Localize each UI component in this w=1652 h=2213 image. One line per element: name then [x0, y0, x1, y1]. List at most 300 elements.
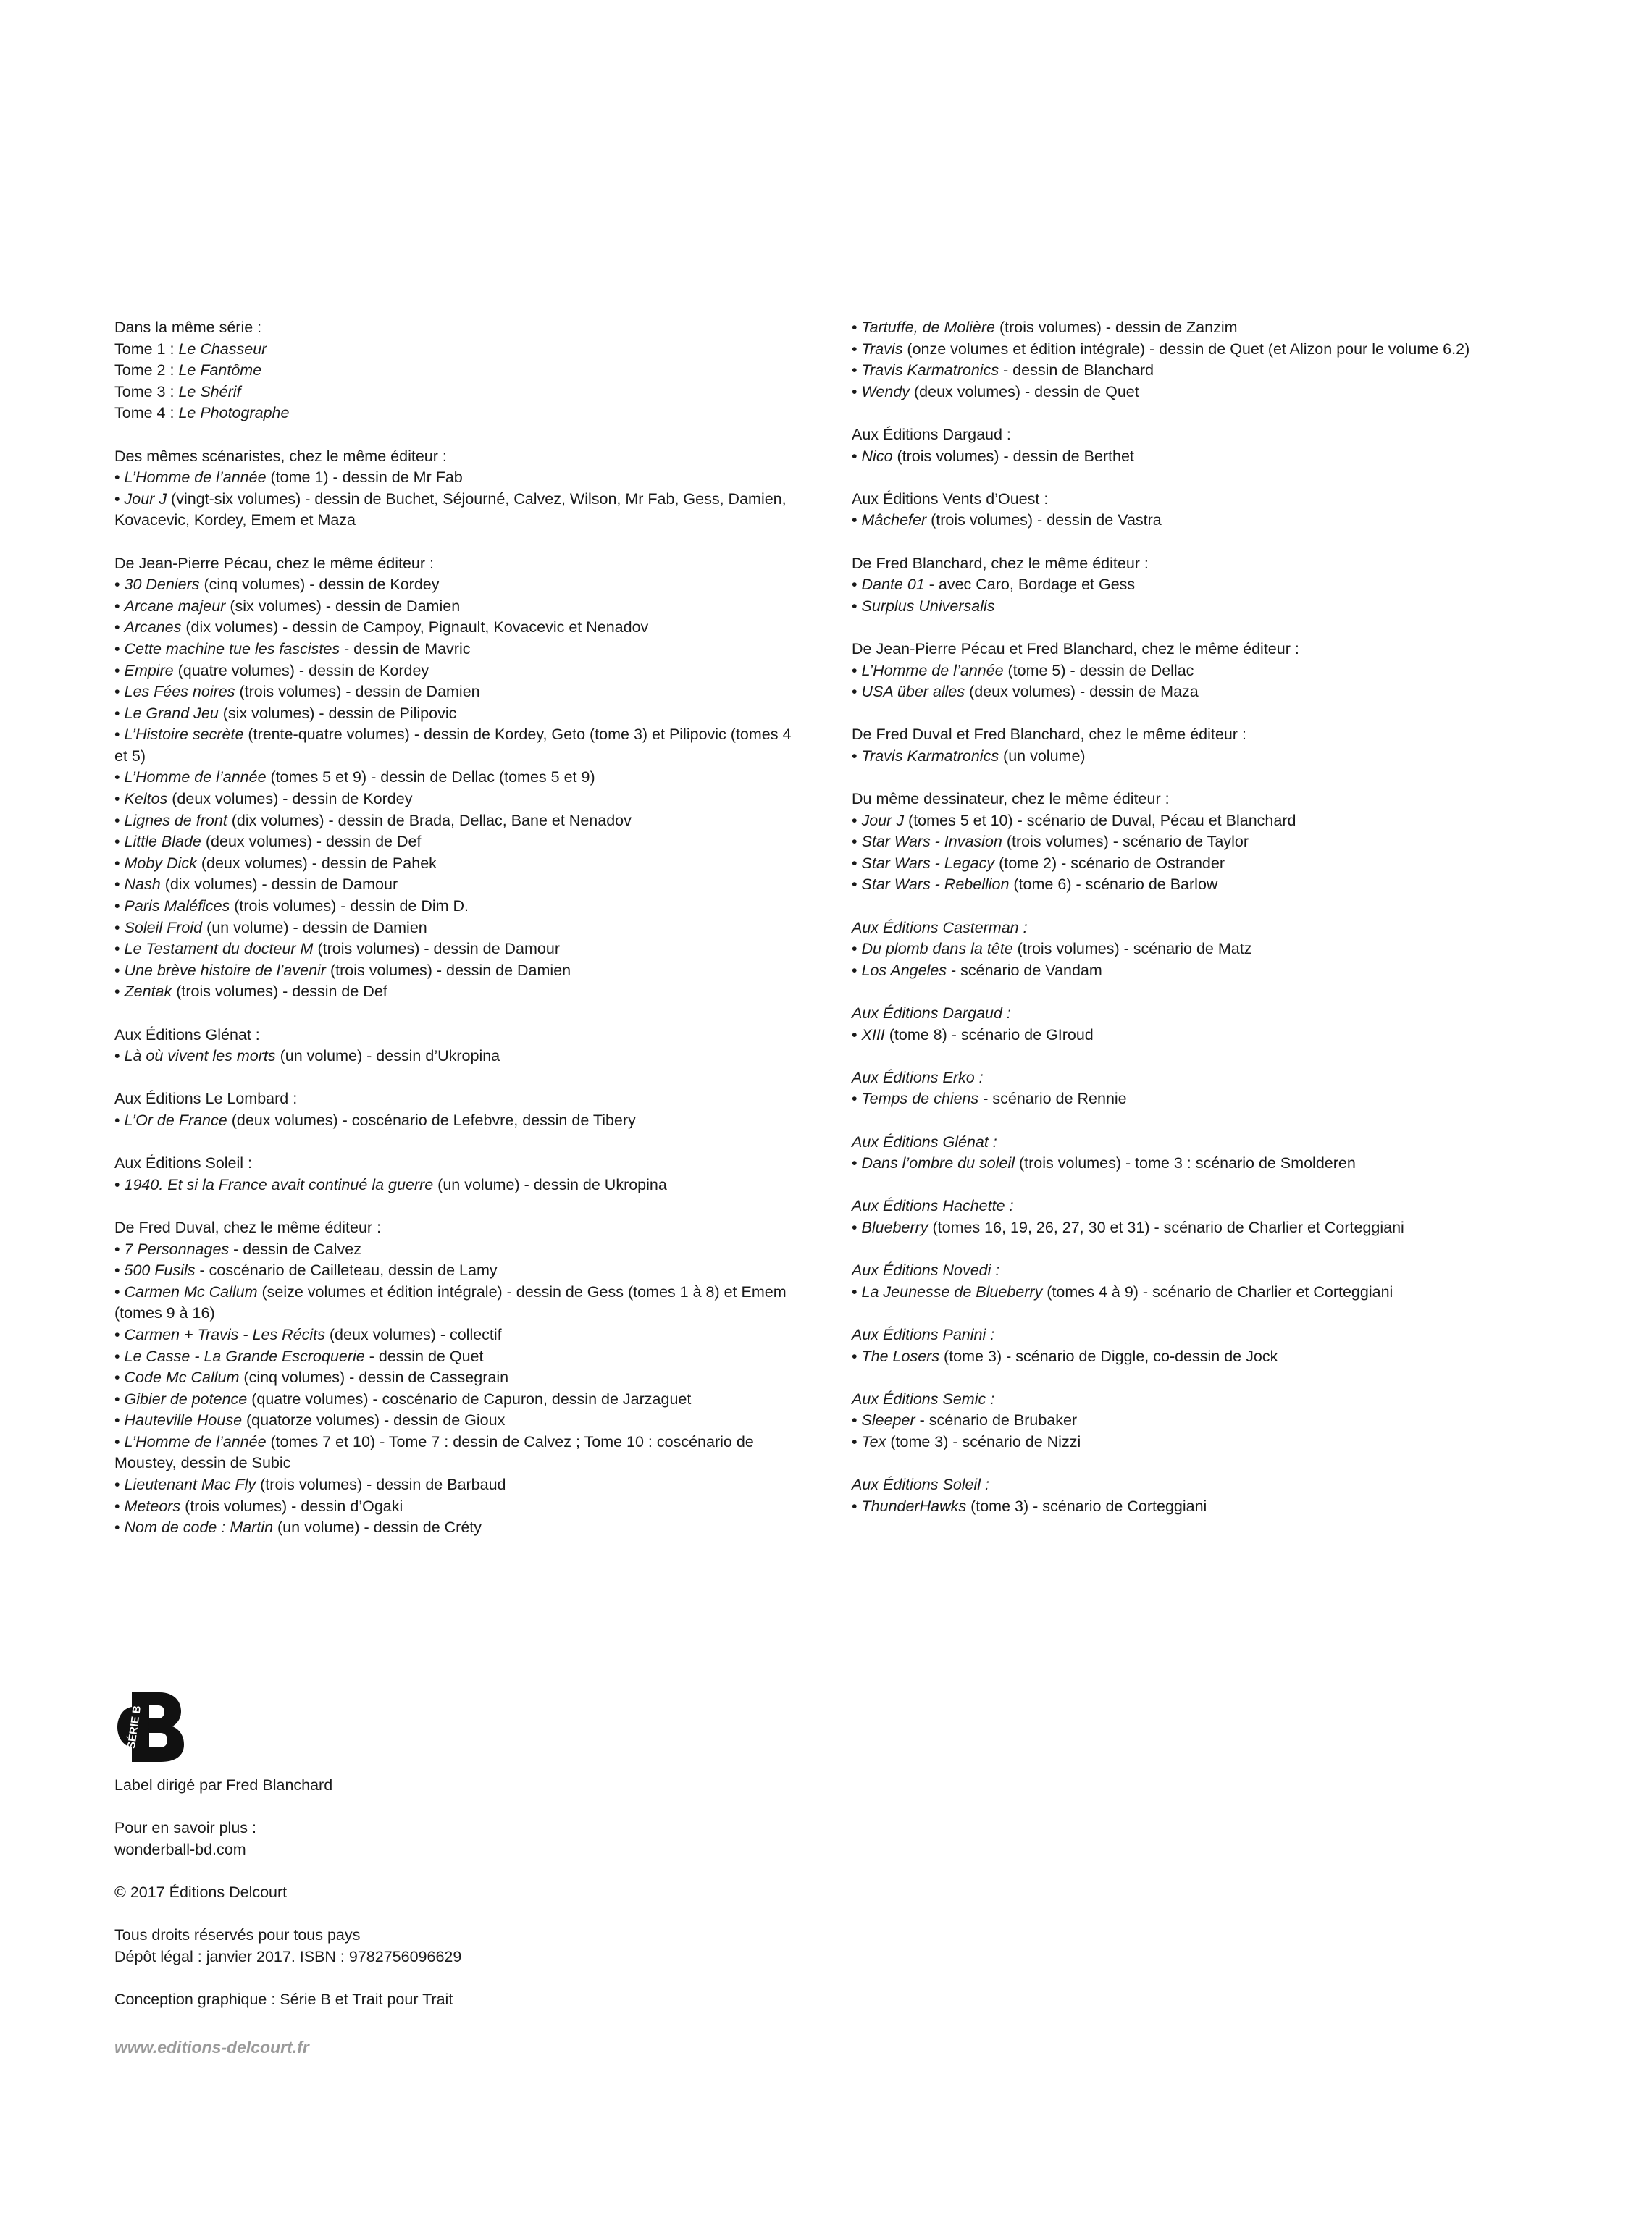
text-segment: •: [852, 511, 862, 529]
list-item: [114, 831, 795, 853]
text-segment: •: [114, 1282, 125, 1301]
section-heading: [114, 317, 795, 339]
section-heading: [114, 1088, 795, 1110]
title-list-block: [852, 1132, 1605, 1175]
section-heading: [852, 1196, 1605, 1217]
list-item: [114, 403, 795, 424]
list-item: [114, 1410, 795, 1432]
section-heading: [852, 1260, 1605, 1282]
title-text: Travis Karmatronics: [861, 747, 999, 765]
section-heading: [852, 1003, 1605, 1025]
text-segment: •: [852, 597, 862, 615]
title-text: Le Casse - La Grande Escroquerie: [124, 1347, 365, 1365]
text-segment: (trois volumes) - tome 3 : scénario de Smolderen: [1015, 1154, 1356, 1172]
list-item: [114, 639, 795, 660]
title-text: 7 Personnages: [124, 1240, 230, 1258]
text-segment: - scénario de Brubaker: [915, 1411, 1078, 1429]
title-text: Les Fées noires: [124, 683, 235, 701]
list-item: [114, 1346, 795, 1368]
list-item: [114, 1496, 795, 1518]
title-text: Nom de code : Martin: [124, 1519, 274, 1537]
rights-text: Tous droits réservés pour tous pays: [114, 1926, 361, 1944]
title-text: Surplus Universalis: [861, 597, 995, 615]
title-text: Empire: [124, 661, 174, 679]
text-segment: •: [852, 1411, 862, 1429]
text-segment: (tome 2) - scénario de Ostrander: [994, 854, 1225, 872]
list-item: [852, 960, 1605, 982]
design-credit: [114, 1989, 766, 2011]
text-segment: •: [852, 1347, 862, 1365]
title-text: Hauteville House: [124, 1411, 243, 1429]
text-segment: •: [852, 361, 862, 379]
text-segment: (onze volumes et édition intégrale) - dessin de Quet (et Alizon pour le volume 6.2): [902, 340, 1470, 358]
text-segment: •: [114, 833, 125, 851]
text-segment: •: [852, 940, 862, 958]
text-segment: - dessin de Mavric: [340, 639, 471, 658]
text-segment: •: [114, 597, 125, 615]
text-segment: (vingt-six volumes) - dessin de Buchet, Séjourné, Calvez, Wilson, Mr Fab, Gess, Damien, Kovacevic, Kordey, Emem et Maza: [114, 490, 787, 529]
section-heading: [852, 789, 1605, 810]
section-heading: [114, 553, 795, 575]
title-text: Little Blade: [124, 833, 201, 851]
text-segment: (six volumes) - dessin de Pilipovic: [218, 704, 457, 722]
copyright-text: © 2017 Éditions Delcourt: [114, 1883, 288, 1901]
title-text: 500 Fusils: [124, 1261, 196, 1280]
list-item: [114, 489, 795, 532]
list-item: [114, 1367, 795, 1389]
text-segment: •: [114, 1111, 125, 1129]
list-item: [852, 1217, 1605, 1239]
list-item: [852, 853, 1605, 875]
title-text: Dante 01: [861, 576, 925, 594]
text-segment: •: [114, 875, 125, 894]
text-segment: (trois volumes) - dessin de Barbaud: [256, 1476, 506, 1494]
list-item: [114, 810, 795, 832]
design-credit-text: Conception graphique : Série B et Trait pour Trait: [114, 1990, 453, 2008]
list-item: [114, 1389, 795, 1411]
text-segment: •: [114, 940, 125, 958]
text-segment: (un volume) - dessin de Créty: [273, 1519, 482, 1537]
text-segment: •: [114, 897, 125, 915]
list-item: [852, 596, 1605, 618]
text-segment: Aux Éditions Soleil :: [114, 1154, 253, 1172]
text-segment: (trois volumes) - dessin de Dim D.: [230, 897, 469, 915]
list-item: [114, 382, 795, 403]
list-item: [852, 1410, 1605, 1432]
section-heading: [852, 639, 1605, 660]
text-segment: •: [114, 704, 125, 722]
title-text: Carmen + Travis - Les Récits: [124, 1325, 325, 1343]
text-segment: •: [114, 469, 125, 487]
text-segment: •: [114, 1497, 125, 1515]
text-segment: (tomes 7 et 10) - Tome 7 : dessin de Calvez ; Tome 10 : coscénario de Moustey, dessin de Subic: [114, 1432, 754, 1472]
title-list-block: [852, 1474, 1605, 1517]
title-text: Aux Éditions Erko :: [852, 1068, 984, 1086]
title-text: L’Homme de l’année: [861, 661, 1004, 679]
title-list-block: [852, 1067, 1605, 1110]
title-text: Paris Maléfices: [124, 897, 230, 915]
text-segment: (tomes 5 et 9) - dessin de Dellac (tomes 5 et 9): [266, 768, 595, 786]
label-director-text: Label dirigé par Fred Blanchard: [114, 1776, 333, 1794]
text-segment: •: [114, 961, 125, 979]
text-segment: •: [114, 983, 125, 1001]
text-segment: (trois volumes) - dessin de Damien: [235, 683, 480, 701]
list-item: [114, 1110, 795, 1132]
text-segment: •: [114, 576, 125, 594]
title-list-block: [852, 724, 1605, 767]
text-segment: •: [852, 1282, 862, 1301]
legal-deposit-text: Dépôt légal : janvier 2017. ISBN : 9782756096629: [114, 1947, 462, 1965]
list-item: [114, 917, 795, 939]
title-list-block: [114, 553, 795, 1003]
text-segment: - scénario de Vandam: [947, 961, 1102, 979]
text-segment: Tome 4 :: [114, 404, 179, 422]
text-segment: •: [852, 854, 862, 872]
text-segment: •: [852, 447, 862, 465]
more-info-link[interactable]: wonderball-bd.com: [114, 1840, 246, 1858]
text-segment: (trois volumes) - dessin d’Ogaki: [180, 1497, 403, 1515]
title-text: Là où vivent les morts: [124, 1047, 276, 1065]
title-text: Carmen Mc Callum: [124, 1282, 258, 1301]
title-text: Cette machine tue les fascistes: [124, 639, 340, 658]
text-segment: (trois volumes) - dessin de Zanzim: [994, 319, 1238, 336]
title-text: Aux Éditions Hachette :: [852, 1197, 1014, 1215]
text-segment: •: [114, 683, 125, 701]
list-item: [114, 360, 795, 382]
title-text: Blueberry: [861, 1218, 928, 1236]
title-text: Aux Éditions Glénat :: [852, 1133, 997, 1151]
text-segment: (deux volumes) - coscénario de Lefebvre, dessin de Tibery: [227, 1111, 636, 1129]
text-segment: •: [852, 811, 862, 829]
title-text: Le Chasseur: [178, 340, 267, 358]
text-segment: (un volume) - dessin de Damien: [202, 918, 427, 936]
list-item: [114, 767, 795, 789]
list-item: [114, 981, 795, 1003]
text-segment: •: [852, 747, 862, 765]
text-segment: •: [114, 1390, 125, 1408]
section-heading: [852, 553, 1605, 575]
section-heading: [852, 1132, 1605, 1154]
text-segment: (un volume) - dessin de Ukropina: [433, 1175, 667, 1193]
text-segment: (dix volumes) - dessin de Campoy, Pignault, Kovacevic et Nenadov: [181, 618, 649, 637]
text-segment: •: [852, 683, 862, 701]
title-text: Nash: [124, 875, 161, 894]
title-list-block: [114, 1153, 795, 1196]
title-text: Le Fantôme: [178, 361, 262, 379]
text-segment: Aux Éditions Dargaud :: [852, 425, 1011, 443]
title-text: Aux Éditions Panini :: [852, 1325, 995, 1343]
title-text: Meteors: [124, 1497, 181, 1515]
text-segment: •: [852, 1154, 862, 1172]
text-segment: •: [114, 1432, 125, 1450]
text-segment: De Fred Duval, chez le même éditeur :: [114, 1218, 382, 1236]
text-segment: •: [114, 726, 125, 744]
list-item: [852, 1282, 1605, 1303]
section-heading: [852, 424, 1605, 446]
section-heading: [852, 1389, 1605, 1411]
text-segment: •: [114, 1175, 125, 1193]
list-item: [114, 339, 795, 361]
text-segment: (seize volumes et édition intégrale) - dessin de Gess (tomes 1 à 8) et Emem (tomes 9 à 16): [114, 1282, 787, 1322]
text-segment: (tomes 5 et 10) - scénario de Duval, Pécau et Blanchard: [904, 811, 1296, 829]
text-segment: •: [114, 661, 125, 679]
list-item: [114, 703, 795, 725]
section-heading: [852, 917, 1605, 939]
text-segment: •: [852, 340, 862, 358]
title-text: Moby Dick: [124, 854, 197, 872]
list-item: [852, 831, 1605, 853]
text-segment: •: [852, 1432, 862, 1450]
more-info: [114, 1818, 766, 1860]
list-item: [114, 660, 795, 682]
text-segment: •: [114, 1347, 125, 1365]
title-list-block: [114, 1025, 795, 1067]
list-item: [114, 874, 795, 896]
text-segment: (quatre volumes) - dessin de Kordey: [173, 661, 429, 679]
text-segment: De Jean-Pierre Pécau, chez le même éditeur :: [114, 554, 434, 572]
text-segment: •: [114, 639, 125, 658]
text-segment: •: [852, 1497, 862, 1515]
section-heading: [114, 1217, 795, 1239]
text-segment: •: [114, 854, 125, 872]
text-segment: •: [114, 1325, 125, 1343]
list-item: [852, 360, 1605, 382]
text-segment: •: [852, 382, 862, 400]
text-segment: •: [114, 1519, 125, 1537]
section-heading: [114, 1025, 795, 1046]
text-segment: (quatorze volumes) - dessin de Gioux: [242, 1411, 506, 1429]
title-text: Travis: [861, 340, 903, 358]
title-list-block: [852, 789, 1605, 896]
text-segment: •: [114, 1047, 125, 1065]
text-segment: •: [852, 319, 862, 336]
text-segment: (tomes 4 à 9) - scénario de Charlier et Corteggiani: [1042, 1282, 1393, 1301]
right-column: [852, 317, 1605, 1539]
text-segment: •: [852, 661, 862, 679]
text-segment: •: [114, 811, 125, 829]
text-segment: •: [852, 576, 862, 594]
text-segment: (un volume) - dessin d’Ukropina: [275, 1047, 500, 1065]
text-segment: •: [114, 1261, 125, 1280]
list-item: [114, 1175, 795, 1196]
list-item: [114, 1282, 795, 1324]
title-text: Le Testament du docteur M: [124, 940, 314, 958]
title-text: Lignes de front: [124, 811, 227, 829]
title-text: L’Or de France: [124, 1111, 227, 1129]
title-text: Du plomb dans la tête: [861, 940, 1013, 958]
list-item: [114, 960, 795, 982]
title-list-block: [852, 639, 1605, 703]
text-segment: (deux volumes) - dessin de Maza: [965, 683, 1199, 701]
text-segment: (trois volumes) - dessin de Damour: [313, 940, 560, 958]
list-item: [852, 1025, 1605, 1046]
title-text: L’Homme de l’année: [124, 1432, 267, 1450]
title-text: XIII: [861, 1025, 885, 1043]
title-text: L’Homme de l’année: [124, 469, 267, 487]
text-segment: De Fred Blanchard, chez le même éditeur :: [852, 554, 1149, 572]
title-text: Jour J: [124, 490, 167, 508]
text-segment: - dessin de Quet: [364, 1347, 484, 1365]
section-heading: [114, 1153, 795, 1175]
section-heading: [114, 446, 795, 468]
title-text: Aux Éditions Semic :: [852, 1390, 995, 1408]
title-text: 30 Deniers: [124, 576, 200, 594]
title-text: USA über alles: [861, 683, 965, 701]
text-segment: (deux volumes) - collectif: [324, 1325, 502, 1343]
text-segment: (trois volumes) - scénario de Taylor: [1002, 833, 1249, 851]
text-segment: •: [852, 961, 862, 979]
text-segment: Tome 1 :: [114, 340, 179, 358]
title-text: L’Histoire secrète: [124, 726, 244, 744]
title-text: Code Mc Callum: [124, 1369, 240, 1387]
logo-text: SÉRIE B: [125, 1705, 144, 1750]
title-text: Soleil Froid: [124, 918, 203, 936]
title-text: Nico: [861, 447, 893, 465]
title-text: Aux Éditions Soleil :: [852, 1476, 990, 1494]
title-text: Temps de chiens: [861, 1090, 979, 1108]
list-item: [852, 446, 1605, 468]
text-segment: (tome 6) - scénario de Barlow: [1009, 875, 1218, 894]
list-item: [852, 938, 1605, 960]
text-segment: (cinq volumes) - dessin de Kordey: [199, 576, 440, 594]
text-segment: (tome 3) - scénario de Diggle, co-dessin de Jock: [939, 1347, 1278, 1365]
text-segment: (tome 1) - dessin de Mr Fab: [266, 469, 463, 487]
title-text: Sleeper: [861, 1411, 915, 1429]
more-info-label: Pour en savoir plus :: [114, 1819, 256, 1837]
list-item: [114, 617, 795, 639]
publisher-website-link[interactable]: www.editions-delcourt.fr: [114, 2038, 309, 2057]
text-segment: Aux Éditions Vents d’Ouest :: [852, 490, 1049, 508]
title-text: L’Homme de l’année: [124, 768, 267, 786]
title-text: Los Angeles: [861, 961, 947, 979]
text-segment: - dessin de Calvez: [229, 1240, 361, 1258]
text-segment: (deux volumes) - dessin de Quet: [910, 382, 1139, 400]
title-list-block: [114, 1217, 795, 1539]
section-heading: [852, 489, 1605, 511]
text-segment: •: [114, 790, 125, 808]
text-segment: Dans la même série :: [114, 319, 262, 336]
list-item: [114, 853, 795, 875]
title-text: Tartuffe, de Molière: [861, 319, 995, 336]
text-segment: (quatre volumes) - coscénario de Capuron, dessin de Jarzaguet: [247, 1390, 692, 1408]
list-item: [852, 874, 1605, 896]
text-segment: (un volume): [999, 747, 1086, 765]
title-list-block: [114, 446, 795, 532]
title-list-block: [852, 1003, 1605, 1046]
title-text: Lieutenant Mac Fly: [124, 1476, 256, 1494]
text-segment: (tome 3) - scénario de Corteggiani: [966, 1497, 1207, 1515]
title-text: Mâchefer: [861, 511, 927, 529]
section-heading: [852, 1324, 1605, 1346]
list-item: [852, 1432, 1605, 1453]
text-segment: •: [852, 875, 862, 894]
title-list-block: [852, 317, 1605, 403]
list-item: [114, 789, 795, 810]
list-item: [114, 724, 795, 767]
list-item: [852, 746, 1605, 768]
text-segment: •: [852, 1025, 862, 1043]
list-item: [114, 1046, 795, 1067]
list-item: [852, 382, 1605, 403]
text-segment: Aux Éditions Le Lombard :: [114, 1090, 298, 1108]
text-segment: •: [852, 1218, 862, 1236]
serie-b-logo-icon: [117, 1689, 187, 1765]
text-segment: •: [114, 1411, 125, 1429]
text-segment: (dix volumes) - dessin de Damour: [160, 875, 398, 894]
title-list-block: [114, 317, 795, 424]
list-item: [114, 1432, 795, 1474]
title-list-block: [852, 1260, 1605, 1303]
section-heading: [852, 724, 1605, 746]
text-segment: De Jean-Pierre Pécau et Fred Blanchard, chez le même éditeur :: [852, 639, 1299, 658]
title-text: Keltos: [124, 790, 168, 808]
text-segment: Tome 2 :: [114, 361, 179, 379]
list-item: [852, 810, 1605, 832]
title-text: Le Shérif: [178, 382, 241, 400]
title-text: The Losers: [861, 1347, 940, 1365]
title-text: Le Photographe: [178, 404, 290, 422]
text-segment: (tomes 16, 19, 26, 27, 30 et 31) - scénario de Charlier et Corteggiani: [928, 1218, 1404, 1236]
text-segment: - dessin de Blanchard: [999, 361, 1154, 379]
title-text: Aux Éditions Casterman :: [852, 918, 1028, 936]
title-list-block: [852, 1324, 1605, 1367]
title-text: ThunderHawks: [861, 1497, 967, 1515]
text-segment: (six volumes) - dessin de Damien: [225, 597, 461, 615]
text-segment: (tome 8) - scénario de GIroud: [884, 1025, 1094, 1043]
title-list-block: [114, 1088, 795, 1131]
text-segment: (trois volumes) - dessin de Damien: [325, 961, 571, 979]
title-list-block: [852, 1389, 1605, 1453]
list-item: [852, 1496, 1605, 1518]
title-list-block: [852, 489, 1605, 532]
text-segment: Du même dessinateur, chez le même éditeur :: [852, 790, 1170, 808]
list-item: [852, 510, 1605, 532]
text-segment: •: [114, 1476, 125, 1494]
list-item: [852, 681, 1605, 703]
title-text: Aux Éditions Dargaud :: [852, 1004, 1011, 1022]
text-segment: (trois volumes) - dessin de Def: [172, 983, 387, 1001]
list-item: [852, 1346, 1605, 1368]
list-item: [114, 1517, 795, 1539]
text-segment: Des mêmes scénaristes, chez le même éditeur :: [114, 447, 447, 465]
title-text: Une brève histoire de l’avenir: [124, 961, 326, 979]
list-item: [114, 467, 795, 489]
title-text: Arcanes: [124, 618, 182, 637]
list-item: [852, 574, 1605, 596]
text-segment: •: [114, 1240, 125, 1258]
text-segment: •: [114, 1369, 125, 1387]
list-item: [114, 596, 795, 618]
text-segment: - coscénario de Cailleteau, dessin de Lamy: [195, 1261, 498, 1280]
text-segment: (deux volumes) - dessin de Pahek: [196, 854, 437, 872]
text-segment: (cinq volumes) - dessin de Cassegrain: [239, 1369, 509, 1387]
list-item: [114, 896, 795, 917]
list-item: [852, 1088, 1605, 1110]
title-text: Travis Karmatronics: [861, 361, 999, 379]
title-list-block: [852, 553, 1605, 618]
text-segment: Tome 3 :: [114, 382, 179, 400]
colophon: [114, 1689, 766, 2032]
title-text: Tex: [861, 1432, 886, 1450]
text-segment: •: [114, 490, 125, 508]
list-item: [852, 660, 1605, 682]
text-segment: (tome 3) - scénario de Nizzi: [886, 1432, 1081, 1450]
title-text: Star Wars - Invasion: [861, 833, 1002, 851]
text-segment: (deux volumes) - dessin de Kordey: [167, 790, 413, 808]
title-text: Aux Éditions Novedi :: [852, 1261, 1000, 1280]
list-item: [114, 1474, 795, 1496]
label-credit: [114, 1775, 766, 1797]
